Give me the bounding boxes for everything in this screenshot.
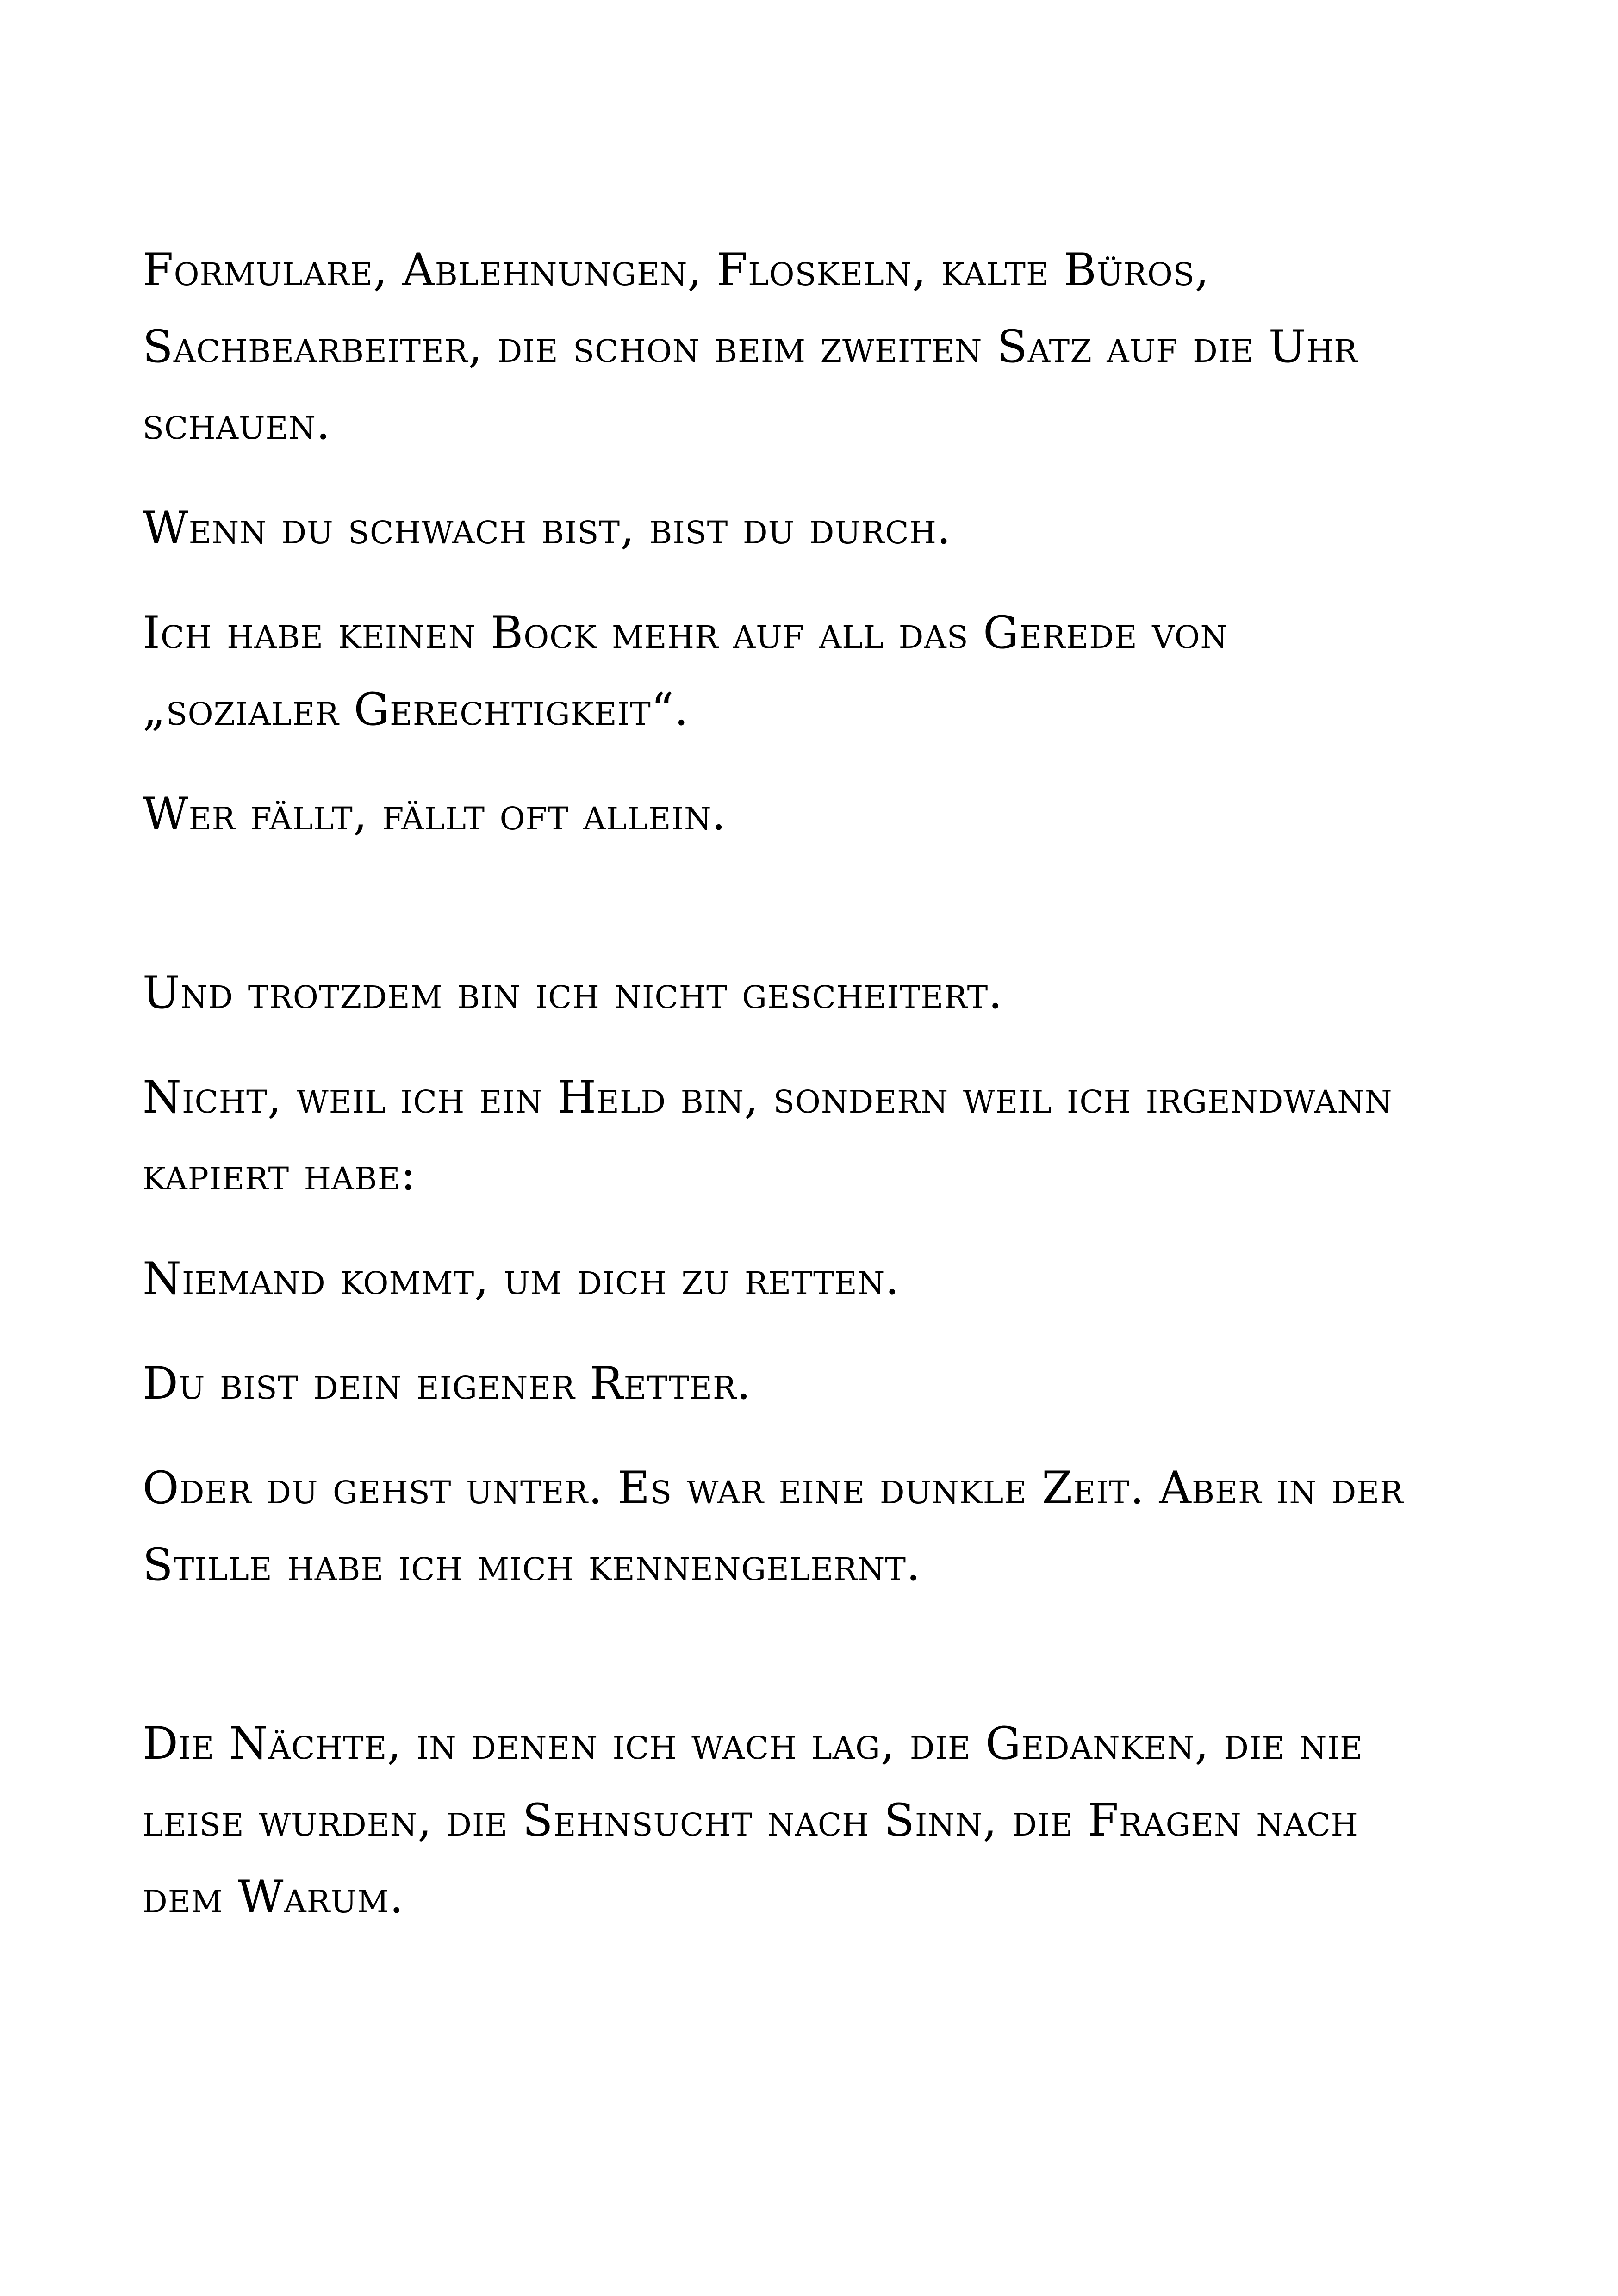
paragraph: Wer fällt, fällt oft allein.: [143, 788, 727, 840]
paragraph: Und trotzdem bin ich nicht gescheitert.: [143, 967, 1003, 1019]
paragraph: Formulare, Ablehnungen, Floskeln, kalte Büros, Sachbearbeiter, die schon beim zweiten Satz auf die Uhr schauen.: [143, 244, 1358, 449]
paragraph: Oder du gehst unter. Es war eine dunkle Zeit. Aber in der Stille habe ich mich kennengelernt.: [143, 1462, 1404, 1591]
paragraph: Die Nächte, in denen ich wach lag, die Gedanken, die nie leise wurden, die Sehnsucht nach Sinn, die Fragen nach dem Warum.: [143, 1717, 1363, 1923]
paragraph: Ich habe keinen Bock mehr auf all das Gerede von „sozialer Gerechtigkeit“.: [143, 607, 1228, 735]
paragraph: Du bist dein eigener Retter.: [143, 1357, 751, 1409]
paragraph: Wenn du schwach bist, bist du durch.: [143, 502, 952, 554]
paragraph: Nicht, weil ich ein Held bin, sondern weil ich irgendwann kapiert habe:: [143, 1071, 1393, 1200]
paragraph: Niemand kommt, um dich zu retten.: [143, 1253, 900, 1305]
body-text: [143, 231, 1438, 1963]
